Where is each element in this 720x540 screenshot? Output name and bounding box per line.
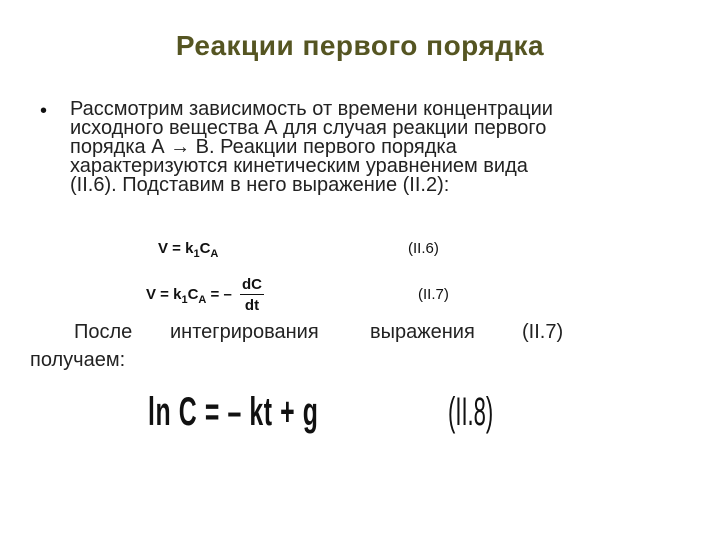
equation-ii7: $V = k_1C_A$ = – $\frac{dC}{dt}$ xyxy=(146,276,262,314)
bullet-line: (II.6). Подставим в него выражение (II.2): xyxy=(70,174,450,196)
bullet-mark: • xyxy=(40,100,48,122)
bullet-text xyxy=(70,100,680,195)
slide-title: Реакции первого порядка xyxy=(175,30,545,61)
bullet-line: характеризуются кинетическим уравнением вида xyxy=(70,155,528,177)
after-integration-line2: получаем: xyxy=(30,349,126,371)
equation-ii8-number: (II.8) xyxy=(448,390,494,434)
equation-ii6: $V = k_1C_A$ xyxy=(158,240,219,260)
bullet-line: порядка А → В. Реакции первого порядка xyxy=(70,136,457,158)
equation-ii8: ln C = – kt + g xyxy=(148,390,319,434)
fraction-dc-dt: $\frac{dC}{dt}$ xyxy=(242,276,262,314)
equation-ii6-number: (II.6) xyxy=(408,240,439,257)
equation-ii7-number: (II.7) xyxy=(418,286,449,303)
bullet-line: исходного вещества А для случая реакции первого xyxy=(70,117,547,139)
bullet-paragraph xyxy=(40,100,680,195)
bullet-line: Рассмотрим зависимость от времени концентрации xyxy=(70,98,553,120)
